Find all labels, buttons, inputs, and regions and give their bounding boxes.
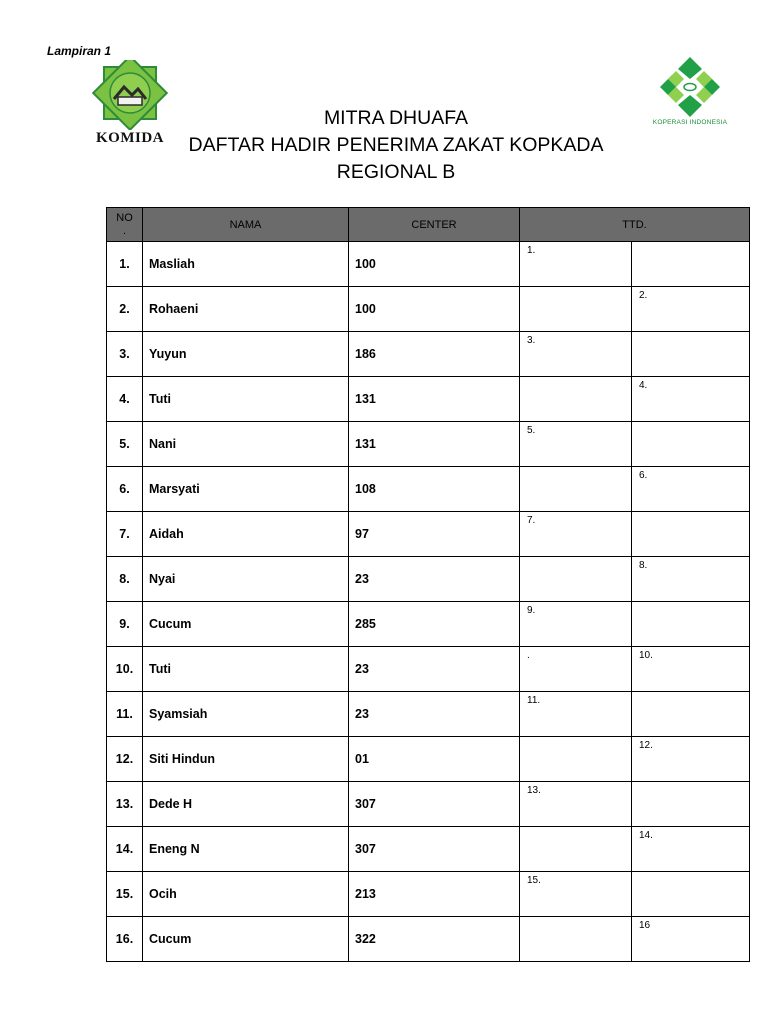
signature-cell-right[interactable] xyxy=(632,287,750,332)
table-row xyxy=(107,782,750,827)
attachment-label: Lampiran 1 xyxy=(47,44,112,58)
row-number: 8. xyxy=(107,557,143,602)
recipient-name: Eneng N xyxy=(143,827,349,872)
center-code: 285 xyxy=(349,602,520,647)
signature-number: 9. xyxy=(527,605,536,616)
table-row xyxy=(107,287,750,332)
signature-cell-right[interactable] xyxy=(632,557,750,602)
row-number: 1. xyxy=(107,242,143,287)
signature-number: . xyxy=(527,650,530,661)
table-row xyxy=(107,647,750,692)
row-number: 9. xyxy=(107,602,143,647)
recipient-name: Tuti xyxy=(143,647,349,692)
signature-cell-left[interactable] xyxy=(520,377,632,422)
row-number: 16. xyxy=(107,917,143,962)
signature-cell-left[interactable] xyxy=(520,602,632,647)
center-code: 23 xyxy=(349,647,520,692)
table-row xyxy=(107,377,750,422)
row-number: 6. xyxy=(107,467,143,512)
signature-cell-right[interactable] xyxy=(632,782,750,827)
row-number: 10. xyxy=(107,647,143,692)
column-header-nama: NAMA xyxy=(143,208,349,242)
column-header-center: CENTER xyxy=(349,208,520,242)
row-number: 5. xyxy=(107,422,143,467)
signature-cell-right[interactable] xyxy=(632,737,750,782)
row-number: 13. xyxy=(107,782,143,827)
table-row xyxy=(107,737,750,782)
table-row xyxy=(107,422,750,467)
table-row xyxy=(107,602,750,647)
signature-number: 15. xyxy=(527,875,541,886)
row-number: 4. xyxy=(107,377,143,422)
signature-cell-right[interactable] xyxy=(632,332,750,377)
komida-logo-text: KOMIDA xyxy=(96,130,164,146)
recipient-name: Marsyati xyxy=(143,467,349,512)
signature-cell-right[interactable] xyxy=(632,377,750,422)
recipient-name: Siti Hindun xyxy=(143,737,349,782)
row-number: 12. xyxy=(107,737,143,782)
center-code: 131 xyxy=(349,422,520,467)
table-row xyxy=(107,512,750,557)
signature-cell-right[interactable] xyxy=(632,467,750,512)
recipient-name: Ocih xyxy=(143,872,349,917)
signature-number: 4. xyxy=(639,380,648,391)
recipient-name: Tuti xyxy=(143,377,349,422)
table-row xyxy=(107,332,750,377)
signature-number: 12. xyxy=(639,740,653,751)
center-code: 307 xyxy=(349,827,520,872)
document-title xyxy=(0,105,768,186)
signature-cell-right[interactable] xyxy=(632,692,750,737)
signature-number: 16 xyxy=(639,920,651,931)
table-header-row xyxy=(107,208,750,242)
title-line-2: DAFTAR HADIR PENERIMA ZAKAT KOPKADA xyxy=(188,134,604,156)
center-code: 23 xyxy=(349,557,520,602)
recipient-name: Aidah xyxy=(143,512,349,557)
row-number: 15. xyxy=(107,872,143,917)
recipient-name: Rohaeni xyxy=(143,287,349,332)
center-code: 186 xyxy=(349,332,520,377)
table-row xyxy=(107,557,750,602)
row-number: 3. xyxy=(107,332,143,377)
center-code: 322 xyxy=(349,917,520,962)
row-number: 14. xyxy=(107,827,143,872)
recipient-name: Cucum xyxy=(143,917,349,962)
title-line-1: MITRA DHUAFA xyxy=(323,107,469,129)
signature-cell-left[interactable] xyxy=(520,782,632,827)
signature-number: 11. xyxy=(527,695,541,706)
signature-number: 10. xyxy=(639,650,653,661)
signature-number: 8. xyxy=(639,560,648,571)
center-code: 213 xyxy=(349,872,520,917)
signature-cell-left[interactable] xyxy=(520,332,632,377)
row-number: 11. xyxy=(107,692,143,737)
table-row xyxy=(107,692,750,737)
signature-number: 3. xyxy=(527,335,536,346)
recipient-name: Masliah xyxy=(143,242,349,287)
signature-cell-left[interactable] xyxy=(520,737,632,782)
signature-cell-right[interactable] xyxy=(632,917,750,962)
signature-cell-left[interactable] xyxy=(520,827,632,872)
recipient-name: Yuyun xyxy=(143,332,349,377)
center-code: 100 xyxy=(349,287,520,332)
column-header-no: NO . xyxy=(107,208,143,242)
column-header-ttd: TTD. xyxy=(520,208,750,242)
attendance-table xyxy=(106,207,750,962)
signature-cell-right[interactable] xyxy=(632,647,750,692)
signature-cell-right[interactable] xyxy=(632,827,750,872)
signature-number: 6. xyxy=(639,470,648,481)
signature-cell-left[interactable] xyxy=(520,557,632,602)
signature-cell-left[interactable] xyxy=(520,242,632,287)
signature-number: 1. xyxy=(527,245,536,256)
center-code: 100 xyxy=(349,242,520,287)
signature-number: 14. xyxy=(639,830,653,841)
recipient-name: Nyai xyxy=(143,557,349,602)
signature-cell-right[interactable] xyxy=(632,512,750,557)
signature-cell-left[interactable] xyxy=(520,422,632,467)
table-row xyxy=(107,827,750,872)
table-row xyxy=(107,872,750,917)
signature-cell-left[interactable] xyxy=(520,467,632,512)
recipient-name: Cucum xyxy=(143,602,349,647)
recipient-name: Syamsiah xyxy=(143,692,349,737)
table-row xyxy=(107,467,750,512)
row-number: 2. xyxy=(107,287,143,332)
recipient-name: Dede H xyxy=(143,782,349,827)
table-row xyxy=(107,917,750,962)
signature-cell-left[interactable] xyxy=(520,692,632,737)
signature-cell-right[interactable] xyxy=(632,602,750,647)
title-line-3: REGIONAL B xyxy=(336,161,456,183)
signature-number: 13. xyxy=(527,785,541,796)
signature-cell-left[interactable] xyxy=(520,917,632,962)
center-code: 307 xyxy=(349,782,520,827)
signature-number: 7. xyxy=(527,515,536,526)
signature-number: 5. xyxy=(527,425,536,436)
center-code: 108 xyxy=(349,467,520,512)
signature-cell-left[interactable] xyxy=(520,512,632,557)
signature-cell-right[interactable] xyxy=(632,872,750,917)
table-body xyxy=(107,242,750,962)
signature-cell-right[interactable] xyxy=(632,242,750,287)
signature-cell-left[interactable] xyxy=(520,287,632,332)
center-code: 97 xyxy=(349,512,520,557)
center-code: 01 xyxy=(349,737,520,782)
table-row xyxy=(107,242,750,287)
center-code: 23 xyxy=(349,692,520,737)
row-number: 7. xyxy=(107,512,143,557)
center-code: 131 xyxy=(349,377,520,422)
signature-number: 2. xyxy=(639,290,648,301)
koperasi-logo-text: KOPERASI INDONESIA xyxy=(652,119,728,126)
signature-cell-right[interactable] xyxy=(632,422,750,467)
signature-cell-left[interactable] xyxy=(520,647,632,692)
recipient-name: Nani xyxy=(143,422,349,467)
signature-cell-left[interactable] xyxy=(520,872,632,917)
